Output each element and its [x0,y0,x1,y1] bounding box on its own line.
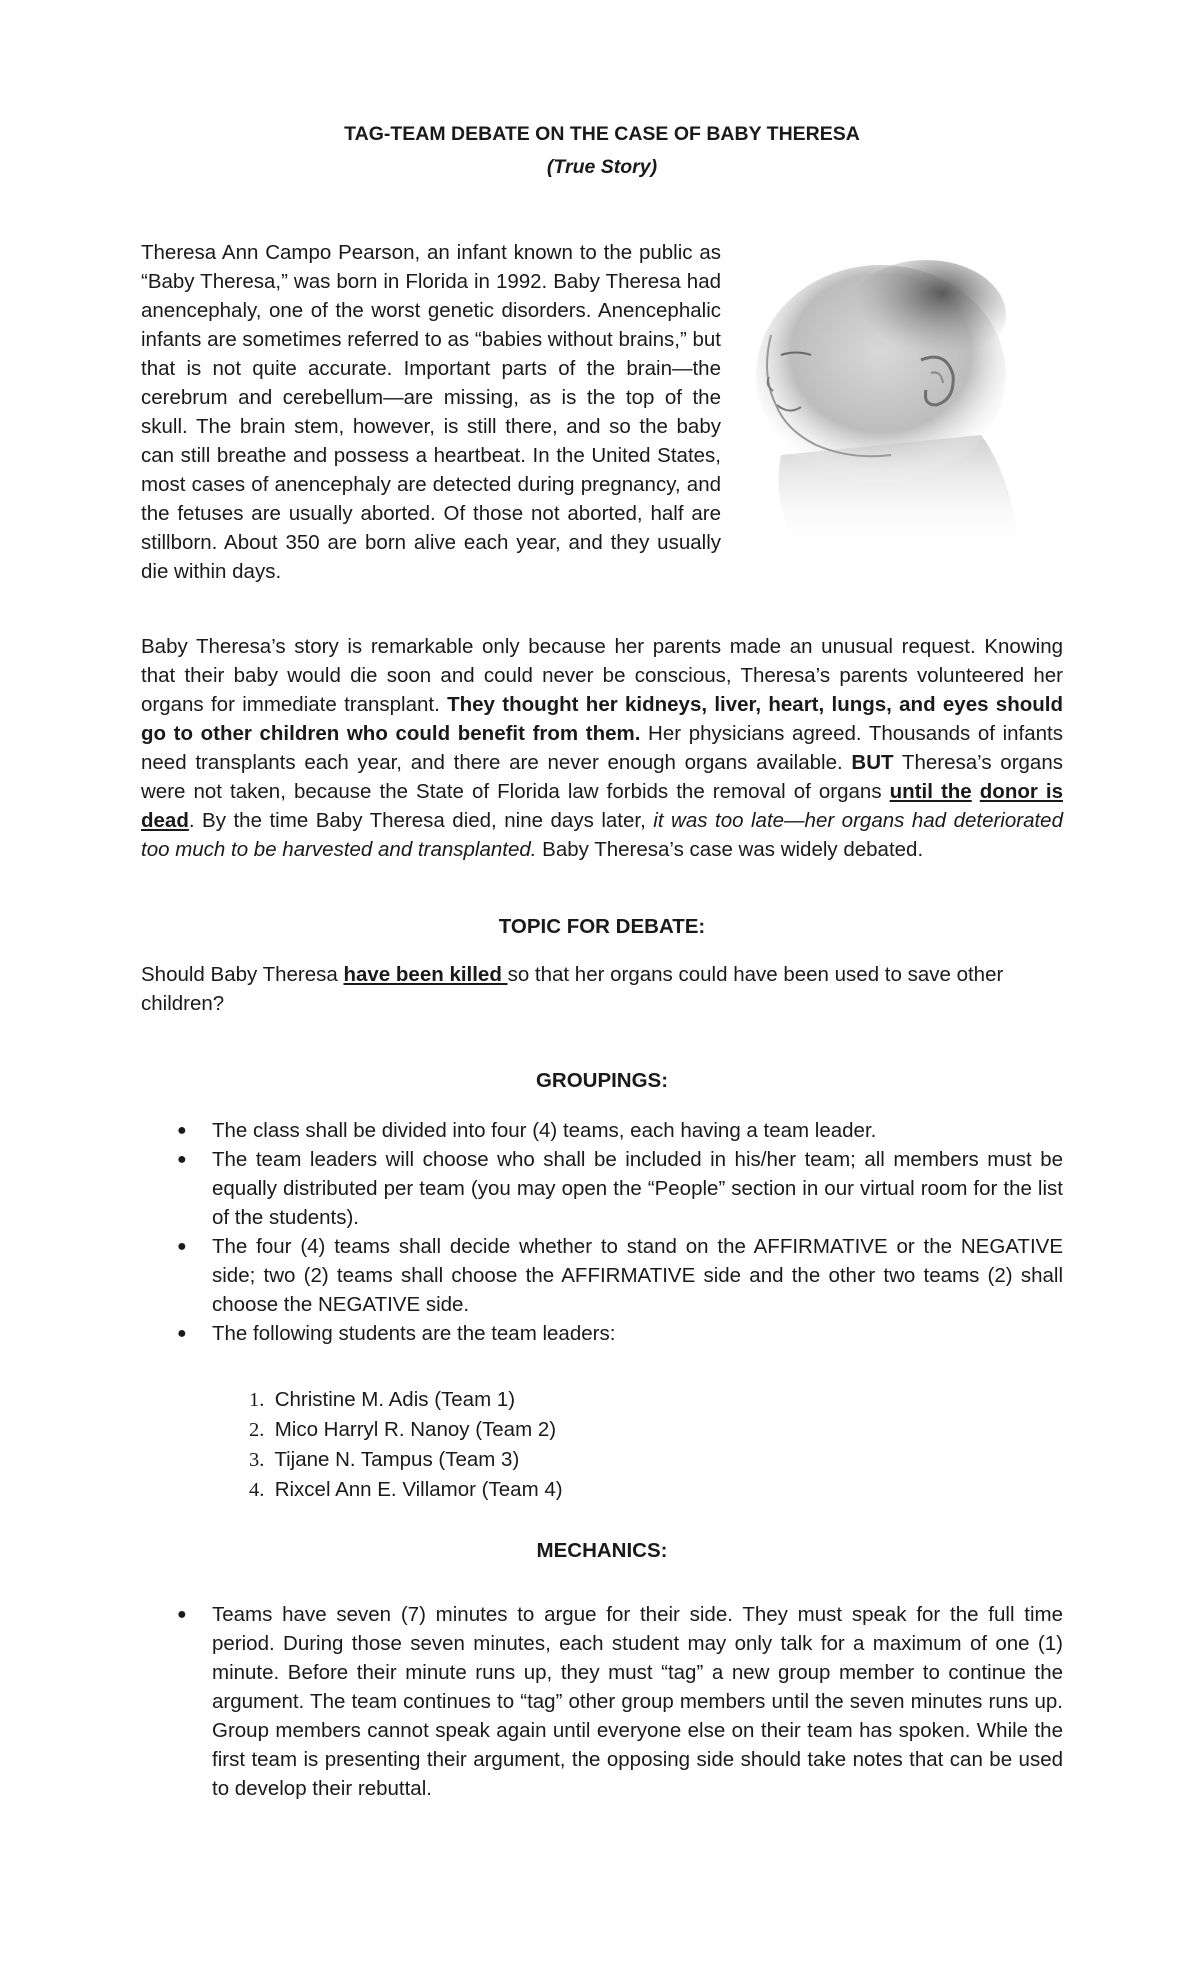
leader-name: Christine M. Adis (Team 1) [274,1388,516,1411]
list-number: 3. [249,1449,265,1471]
list-number: 4. [249,1479,265,1501]
story-text-2: Her physicians agreed. Thousands of infants need transplants each year, and there are never enough organs available. [141,722,1063,774]
list-number: 2. [249,1419,265,1441]
story-text-but: BUT [851,751,894,774]
page-subtitle: (True Story) [546,156,658,178]
topic-before: Should Baby Theresa [141,963,344,986]
topic-question [141,960,1063,1018]
list-item [141,1232,1063,1319]
leader-name: Tijane N. Tampus (Team 3) [274,1448,520,1471]
leader-name: Rixcel Ann E. Villamor (Team 4) [274,1478,563,1501]
leader-name: Mico Harryl R. Nanoy (Team 2) [274,1418,557,1441]
list-item-text: The four (4) teams shall decide whether to stand on the AFFIRMATIVE or the NEGATIVE side; two (2) teams shall choose the AFFIRMATIVE side and the other two teams (2) shall choose the NEGATIVE side. [212,1235,1063,1316]
list-item [249,1475,563,1505]
groupings-heading: GROUPINGS: [535,1069,669,1092]
list-item [141,1145,1063,1232]
story-text-1: Baby Theresa’s story is remarkable only because her parents made an unusual request. Knowing that their baby would die soon and could never be conscious, Theresa’s parents volunteered her organs for immediate transplant. [141,635,1063,716]
list-item [141,1116,1063,1145]
mechanics-list [141,1600,1063,1803]
list-item-text: The class shall be divided into four (4) teams, each having a team leader. [212,1119,877,1142]
intro-paragraph: Theresa Ann Campo Pearson, an infant known to the public as “Baby Theresa,” was born in Florida in 1992. Baby Theresa had anencephaly, one of the worst genetic disorders. Anencephalic infants are sometimes referred to as “babies without brains,” but that is not quite accurate. Important parts of the brain—the cerebrum and cerebellum—are missing, as is the top of the skull. The brain stem, however, is still there, and so the baby can still breathe and possess a heartbeat. In the United States, most cases of anencephaly are detected during pregnancy, and the fetuses are usually aborted. Of those not aborted, half are stillborn. About 350 are born alive each year, and they usually die within days. [141,241,721,583]
list-item-text: The following students are the team leaders: [212,1322,616,1345]
list-item [249,1415,563,1445]
topic-emphasis: have been killed [343,963,508,986]
story-text-5: Baby Theresa’s case was widely debated. [536,838,924,861]
story-text-4: . By the time Baby Theresa died, nine days later, [188,809,654,832]
story-text-bold: They thought her kidneys, liver, heart, lungs, and eyes should go to other children who could benefit from them. [141,693,1063,745]
list-item-text: The team leaders will choose who shall be included in his/her team; all members must be equally distributed per team (you may open the “People” section in our virtual room for the list of the students). [212,1148,1063,1229]
list-item [249,1445,563,1475]
page-title: TAG-TEAM DEBATE ON THE CASE OF BABY THERESA [344,123,860,145]
bullet-icon: ● [177,1325,187,1342]
list-item-text: Teams have seven (7) minutes to argue for their side. They must speak for the full time period. During those seven minutes, each student may only talk for a maximum of one (1) minute. Before their minute runs up, they must “tag” a new group member to continue the argument. The team continues to “tag” other group members until the seven minutes runs up. Group members cannot speak again until everyone else on their team has spoken. While the first team is presenting their argument, the opposing side should take notes that can be used to develop their rebuttal. [212,1603,1063,1800]
topic-after: so that her organs could have been used to save other children? [141,963,1004,1015]
bullet-icon: ● [177,1606,187,1623]
list-number: 1. [249,1389,265,1411]
story-text-3: Theresa’s organs were not taken, because the State of Florida law forbids the removal of organs [141,751,1063,803]
topic-heading: TOPIC FOR DEBATE: [498,915,706,938]
story-text-italic: it was too late—her organs had deteriorated too much to be harvested and transplanted. [141,809,1063,861]
story-space [972,780,980,803]
bullet-icon: ● [177,1122,187,1139]
mechanics-heading: MECHANICS: [536,1539,668,1562]
story-text-donor: donor is dead [141,780,1063,832]
bullet-icon: ● [177,1238,187,1255]
team-leaders-list [249,1385,563,1505]
groupings-list [141,1116,1063,1348]
list-item [141,1600,1063,1803]
baby-photo [741,255,1031,565]
list-item [141,1319,1063,1348]
story-paragraph [141,632,1063,864]
bullet-icon: ● [177,1151,187,1168]
story-text-until: until the [889,780,972,803]
list-item [249,1385,563,1415]
